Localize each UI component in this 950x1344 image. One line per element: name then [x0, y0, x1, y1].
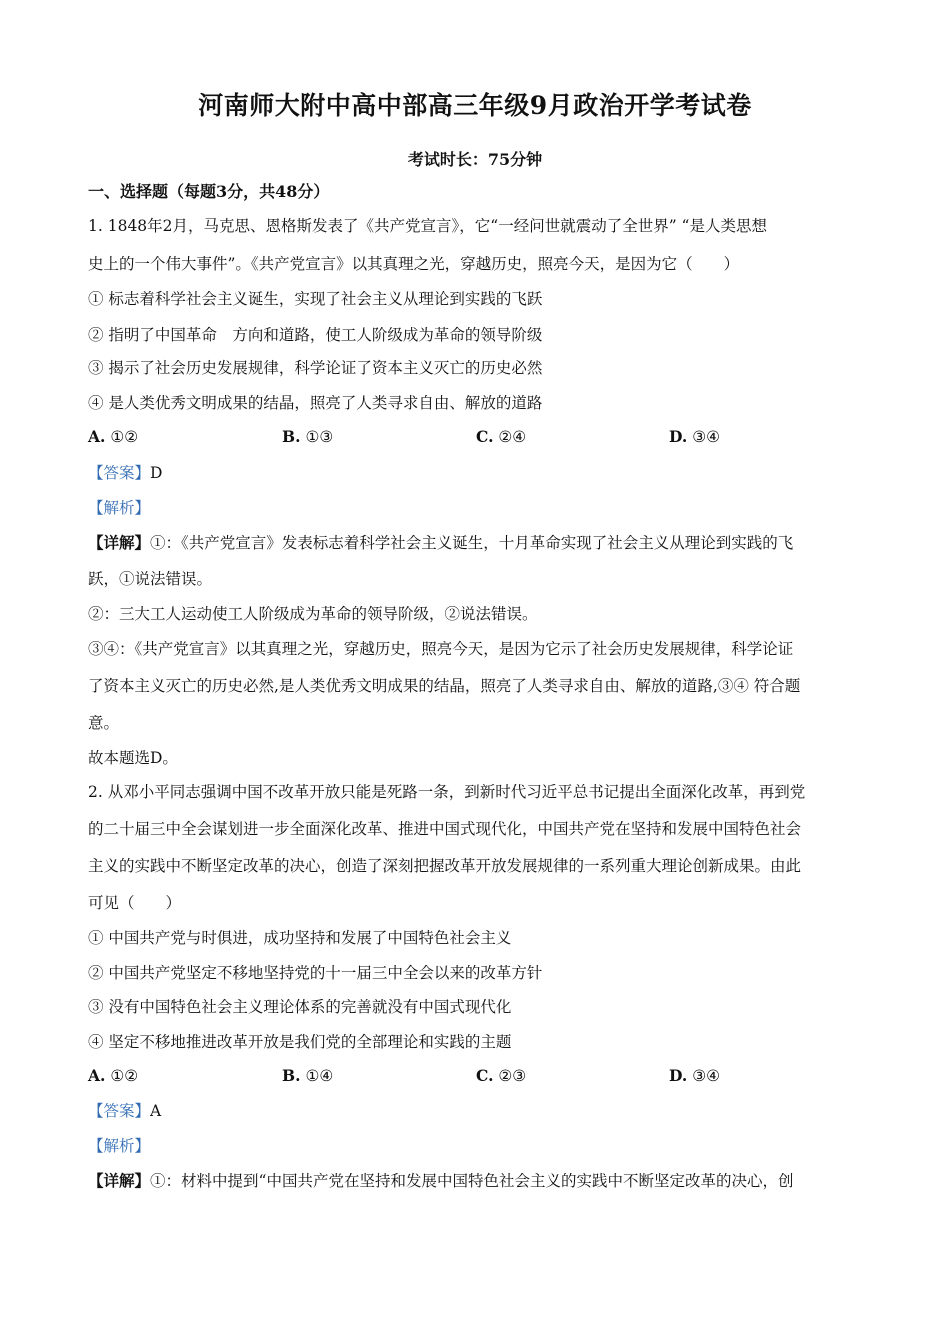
q1-analysis-heading [88, 497, 868, 519]
option-text: ③④ [692, 428, 721, 446]
detail-tag: 【详解】 [88, 1171, 151, 1190]
detail-text: ①：《共产党宣言》发表标志着科学社会主义诞生，十月革命实现了社会主义从理论到实践的飞 [150, 534, 794, 552]
q1-detail-line-2: 跃，①说法错误。 [88, 570, 213, 588]
option-text: ②④ [498, 428, 527, 446]
q2-stem-line-4: 可见（ ） [88, 894, 182, 912]
exam-duration: 考试时长：75分钟 [407, 150, 543, 169]
detail-text: ①：材料中提到“中国共产党在坚持和发展中国特色社会主义的实践中不断坚定改革的决心，创 [150, 1172, 794, 1190]
option-letter: A. [88, 1066, 106, 1085]
analysis-tag: 【解析】 [88, 1137, 151, 1155]
q1-detail-line-1 [88, 532, 868, 554]
option-text: ①④ [305, 1067, 334, 1085]
option-letter: B. [282, 1066, 301, 1085]
option-letter: C. [476, 1066, 494, 1085]
page-title: 河南师大附中高中部高三年级9月政治开学考试卷 [198, 91, 752, 120]
q1-detail-line-5: 了资本主义灭亡的历史必然,是人类优秀文明成果的结晶，照亮了人类寻求自由、解放的道路,③④ 符合题 [88, 677, 801, 695]
q1-statement-2: ② 指明了中国革命 方向和道路，使工人阶级成为革命的领导阶级 [88, 326, 543, 344]
option-letter: D. [669, 427, 688, 446]
q1-detail-line-3: ②：三大工人运动使工人阶级成为革命的领导阶级，②说法错误。 [88, 605, 538, 623]
option-text: ②③ [498, 1067, 527, 1085]
q1-option-a [88, 426, 138, 448]
analysis-tag: 【解析】 [88, 499, 151, 517]
q2-analysis-heading [88, 1135, 868, 1157]
q1-statement-3: ③ 揭示了社会历史发展规律，科学论证了资本主义灭亡的历史必然 [88, 359, 543, 377]
option-text: ①② [110, 1067, 139, 1085]
q2-detail-line-1 [88, 1170, 868, 1192]
answer-tag: 【答案】 [88, 1102, 151, 1120]
q1-conclusion: 故本题选D。 [88, 749, 178, 767]
q1-option-d [669, 426, 720, 448]
option-letter: A. [88, 427, 106, 446]
q2-stem-line-2: 的二十届三中全会谋划进一步全面深化改革、推进中国式现代化，中国共产党在坚持和发展中国特色社会 [88, 820, 802, 838]
option-letter: B. [282, 427, 301, 446]
q1-answer [88, 462, 868, 484]
q1-option-c [476, 426, 526, 448]
q2-statement-2: ② 中国共产党坚定不移地坚持党的十一届三中全会以来的改革方针 [88, 964, 543, 982]
option-text: ①② [110, 428, 139, 446]
q2-option-d [669, 1065, 720, 1087]
q1-detail-line-6: 意。 [88, 714, 120, 732]
option-text: ③④ [692, 1067, 721, 1085]
section-heading: 一、选择题（每题3分，共48分） [88, 182, 330, 201]
q2-statement-1: ① 中国共产党与时俱进，成功坚持和发展了中国特色社会主义 [88, 929, 512, 947]
q1-statement-4: ④ 是人类优秀文明成果的结晶，照亮了人类寻求自由、解放的道路 [88, 394, 543, 412]
q2-answer [88, 1100, 868, 1122]
option-text: ①③ [305, 428, 334, 446]
q2-stem-line-1: 2. 从邓小平同志强调中国不改革开放只能是死路一条，到新时代习近平总书记提出全面深化改革，再到党 [88, 783, 806, 801]
q1-statement-1: ① 标志着科学社会主义诞生，实现了社会主义从理论到实践的飞跃 [88, 290, 543, 308]
q2-stem-line-3: 主义的实践中不断坚定改革的决心，创造了深刻把握改革开放发展规律的一系列重大理论创新成果。由此 [88, 857, 802, 875]
q2-option-c [476, 1065, 526, 1087]
answer-value: D [150, 464, 163, 482]
q2-statement-3: ③ 没有中国特色社会主义理论体系的完善就没有中国式现代化 [88, 998, 512, 1016]
q1-option-b [282, 426, 333, 448]
answer-tag: 【答案】 [88, 464, 151, 482]
q2-option-a [88, 1065, 138, 1087]
q1-stem-line-1: 1. 1848年2月，马克思、恩格斯发表了《共产党宣言》，它“一经问世就震动了全世界” “是人类思想 [88, 217, 767, 235]
q2-option-b [282, 1065, 333, 1087]
answer-value: A [150, 1102, 162, 1120]
option-letter: D. [669, 1066, 688, 1085]
option-letter: C. [476, 427, 494, 446]
q1-stem-line-2: 史上的一个伟大事件”。《共产党宣言》以其真理之光，穿越历史，照亮今天，是因为它（ ） [88, 255, 740, 273]
detail-tag: 【详解】 [88, 533, 151, 552]
q1-detail-line-4: ③④：《共产党宣言》以其真理之光，穿越历史，照亮今天，是因为它示了社会历史发展规律，科学论证 [88, 640, 794, 658]
q2-statement-4: ④ 坚定不移地推进改革开放是我们党的全部理论和实践的主题 [88, 1033, 512, 1051]
